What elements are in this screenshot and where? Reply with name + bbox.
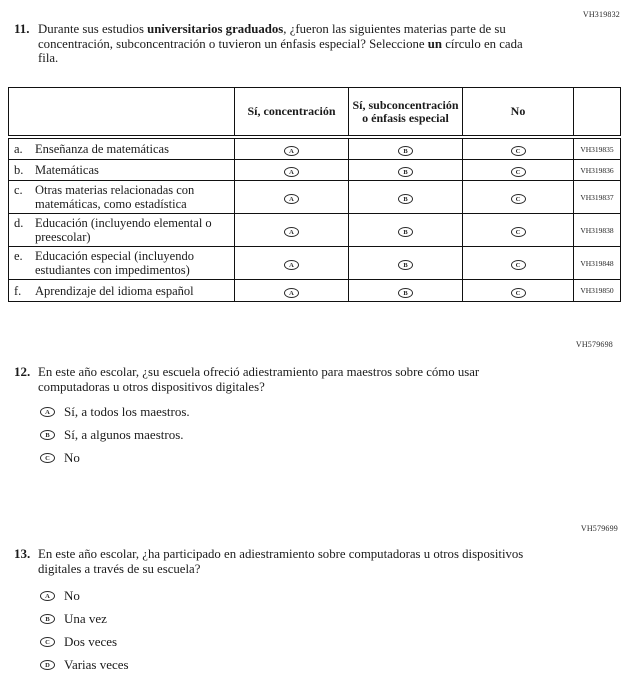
answer-bubble-b[interactable]: B <box>398 260 413 270</box>
row-label-text: Matemáticas <box>35 163 99 177</box>
question-11-bold-un: un <box>427 36 443 51</box>
table-header-si-subconcentracion: Sí, subconcentración o énfasis especial <box>349 88 463 138</box>
row-label-cell <box>9 214 235 247</box>
table-header-code-empty <box>574 88 621 138</box>
question-11-variable-code: VH319832 <box>582 10 620 19</box>
option-label: Sí, a todos los maestros. <box>64 404 190 419</box>
row-letter: d. <box>14 216 24 230</box>
question-12-text: En este año escolar, ¿su escuela ofreció adiestramiento para maestros sobre cómo usar computadoras u otros dispositivos digitales? <box>38 365 480 394</box>
question-11-text <box>38 22 534 66</box>
answer-bubble-a[interactable]: A <box>40 591 55 601</box>
question-13-variable-code: VH579699 <box>580 524 618 533</box>
answer-bubble-d[interactable]: D <box>40 660 55 670</box>
answer-bubble-b[interactable]: B <box>40 614 55 624</box>
question-13-number: 13. <box>14 546 31 561</box>
answer-bubble-a[interactable]: A <box>284 260 299 270</box>
question-11-text-part: círculo en cada fila. <box>38 36 523 66</box>
question-11-text-part: Durante sus estudios <box>38 22 148 36</box>
answer-bubble-b[interactable]: B <box>40 430 55 440</box>
row-letter: e. <box>14 249 23 263</box>
answer-bubble-b[interactable]: B <box>398 167 413 177</box>
answer-bubble-b[interactable]: B <box>398 194 413 204</box>
question-11-text-part: , ¿fueron las siguientes materias parte de su concentración, subconcentración o tuvieron un énfasis especial? Seleccione <box>38 22 506 51</box>
question-11-number: 11. <box>14 21 30 36</box>
row-letter: c. <box>14 183 23 197</box>
row-label-text: Enseñanza de matemáticas <box>35 142 169 156</box>
row-variable-code: VH319838 <box>574 214 621 247</box>
option-label: Dos veces <box>64 634 118 649</box>
answer-bubble-b[interactable]: B <box>398 146 413 156</box>
row-letter: f. <box>14 283 22 298</box>
answer-bubble-a[interactable]: A <box>284 288 299 298</box>
row-variable-code: VH319837 <box>574 181 621 214</box>
question-12-options <box>40 405 190 474</box>
answer-bubble-c[interactable]: C <box>40 637 55 647</box>
row-label-text: Otras materias relacionadas con matemáticas, como estadística <box>35 183 195 211</box>
question-11 <box>14 22 534 66</box>
question-13-text: En este año escolar, ¿ha participado en adiestramiento sobre computadoras u otros dispositivos digitales a través de su escuela? <box>38 547 524 576</box>
answer-bubble-a[interactable]: A <box>284 146 299 156</box>
table-row <box>9 137 621 160</box>
option-row <box>40 405 190 419</box>
row-label-text: Aprendizaje del idioma español <box>35 283 194 298</box>
row-variable-code: VH319835 <box>574 137 621 160</box>
question-13 <box>14 547 534 576</box>
table-row <box>9 214 621 247</box>
option-label: Una vez <box>64 611 107 626</box>
table-row <box>9 160 621 181</box>
option-row <box>40 658 129 672</box>
table-row <box>9 280 621 302</box>
answer-bubble-c[interactable]: C <box>511 146 526 156</box>
answer-bubble-c[interactable]: C <box>40 453 55 463</box>
table-header-si-concentracion: Sí, concentración <box>235 88 349 138</box>
row-label-cell <box>9 160 235 181</box>
answer-bubble-c[interactable]: C <box>511 227 526 237</box>
option-row <box>40 589 129 603</box>
row-label-text: Educación especial (incluyendo estudiantes con impedimentos) <box>35 249 194 277</box>
option-label: Sí, a algunos maestros. <box>64 427 184 442</box>
answer-bubble-a[interactable]: A <box>284 194 299 204</box>
option-row <box>40 428 190 442</box>
answer-bubble-a[interactable]: A <box>40 407 55 417</box>
answer-bubble-c[interactable]: C <box>511 167 526 177</box>
table-row <box>9 181 621 214</box>
answer-bubble-a[interactable]: A <box>284 167 299 177</box>
question-12-number: 12. <box>14 364 31 379</box>
question-11-bold-phrase: universitarios graduados <box>147 22 284 36</box>
row-variable-code: VH319850 <box>574 280 621 302</box>
answer-bubble-b[interactable]: B <box>398 288 413 298</box>
question-13-options <box>40 589 129 679</box>
option-row <box>40 635 129 649</box>
row-label-cell <box>9 280 235 302</box>
row-label-text: Educación (incluyendo elemental o preescolar) <box>35 216 212 244</box>
table-row <box>9 247 621 280</box>
row-variable-code: VH319848 <box>574 247 621 280</box>
row-letter: a. <box>14 142 23 156</box>
option-row <box>40 451 190 465</box>
answer-bubble-b[interactable]: B <box>398 227 413 237</box>
table-header-row <box>9 88 621 138</box>
row-label-cell <box>9 181 235 214</box>
row-label-cell <box>9 137 235 160</box>
option-row <box>40 612 129 626</box>
table-header-no: No <box>463 88 574 138</box>
option-label: No <box>64 588 80 603</box>
answer-bubble-c[interactable]: C <box>511 194 526 204</box>
row-variable-code: VH319836 <box>574 160 621 181</box>
answer-bubble-a[interactable]: A <box>284 227 299 237</box>
question-12 <box>14 365 514 394</box>
row-letter: b. <box>14 163 24 177</box>
table-header-empty <box>9 88 235 138</box>
answer-bubble-c[interactable]: C <box>511 260 526 270</box>
answer-bubble-c[interactable]: C <box>511 288 526 298</box>
option-label: No <box>64 450 80 465</box>
row-label-cell <box>9 247 235 280</box>
question-12-variable-code: VH579698 <box>575 340 613 349</box>
option-label: Varias veces <box>64 657 129 672</box>
question-11-answer-table <box>8 87 621 302</box>
